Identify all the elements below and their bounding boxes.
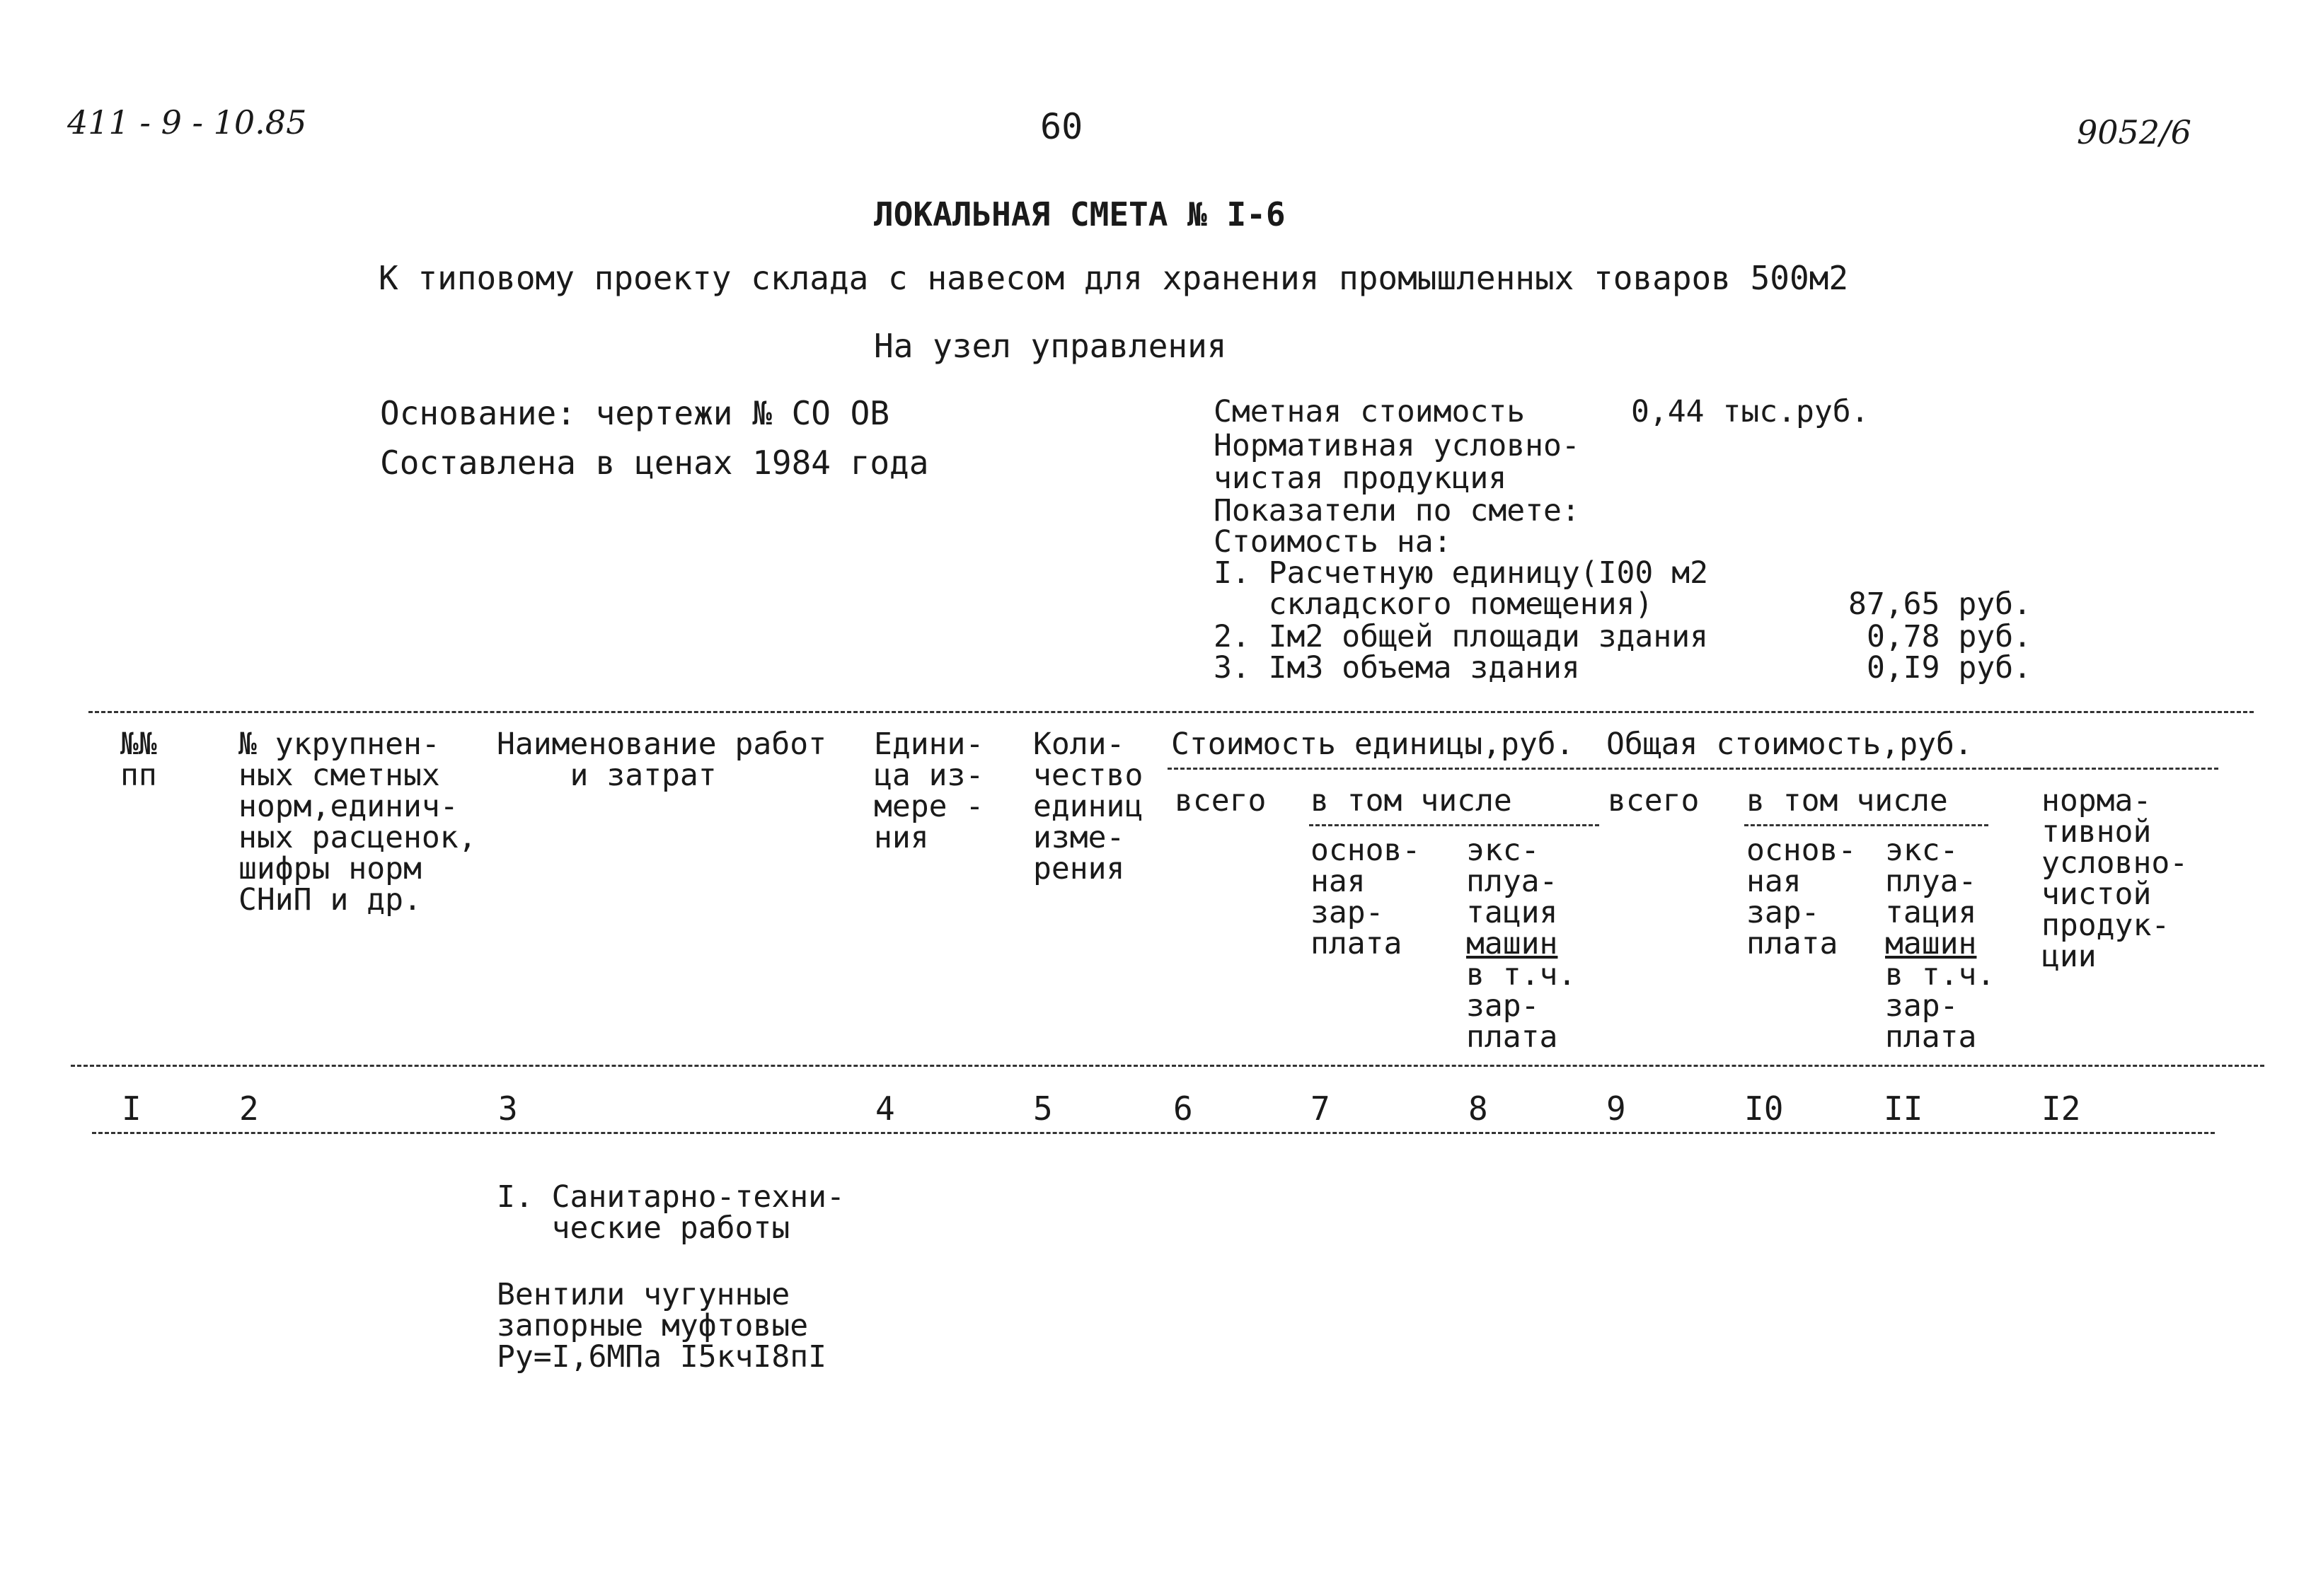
header-total-machines-salary: в т.ч. зар- плата <box>1885 957 1995 1055</box>
header-row-number: №№ пп <box>120 727 157 793</box>
indicator-2: 2. Iм2 общей площади здания <box>1214 619 1708 654</box>
indicator-1-line1: I. Расчетную единицу(I00 м2 <box>1214 555 1708 591</box>
column-number: 7 <box>1310 1089 1330 1128</box>
header-unit-machines-salary: в т.ч. зар- плата <box>1466 957 1577 1055</box>
document-title: ЛОКАЛЬНАЯ СМЕТА № I-6 <box>874 195 1286 233</box>
indicators-label: Показатели по смете: <box>1214 493 1580 528</box>
header-norm-codes: № укрупнен- ных сметных норм,единич- ных расценок, шифры норм СНиП и др. <box>238 727 477 918</box>
column-number: I0 <box>1744 1089 1784 1128</box>
column-number: 6 <box>1173 1089 1193 1128</box>
group-header-rule-2 <box>2027 768 2218 770</box>
indicator-2-value: 0,78 руб. <box>1867 619 2032 654</box>
unit-incl-rule <box>1309 824 1599 826</box>
column-number: 4 <box>875 1089 895 1128</box>
indicator-1-line2: складского помещения) <box>1214 586 1654 622</box>
column-number: 5 <box>1033 1089 1053 1128</box>
column-number: II <box>1884 1089 1923 1128</box>
cost-label: Сметная стоимость <box>1214 394 1526 429</box>
header-work-name: Наименование работ и затрат <box>497 727 826 793</box>
header-quantity: Коли- чество единиц изме- рения <box>1033 727 1143 886</box>
indicator-3: 3. Iм3 объема здания <box>1214 650 1580 686</box>
document-object: На узел управления <box>874 327 1227 365</box>
section-heading: I. Санитарно-техни- ческие работы <box>497 1179 845 1246</box>
table-top-rule <box>88 711 2254 713</box>
header-unit-machines: экс- плуа- тация <box>1466 833 1558 930</box>
normative-line1: Нормативная условно- <box>1214 428 1580 463</box>
cost-per-label: Стоимость на: <box>1214 524 1452 560</box>
header-total-machines: экс- плуа- тация <box>1885 833 1977 930</box>
column-number: 9 <box>1606 1089 1626 1128</box>
normative-line2: чистая продукция <box>1214 461 1507 496</box>
header-total-machines-word: машин <box>1885 926 1977 961</box>
group-header-rule <box>1168 768 2027 770</box>
document-subtitle: К типовому проекту склада с навесом для хранения промышленных товаров 500м2 <box>379 259 1849 297</box>
header-total-incl: в том числе <box>1746 783 1948 819</box>
header-total-total: всего <box>1608 783 1700 819</box>
column-number: 3 <box>498 1089 518 1128</box>
column-number: 8 <box>1468 1089 1488 1128</box>
column-number: 2 <box>239 1089 259 1128</box>
indicator-3-value: 0,I9 руб. <box>1867 650 2032 686</box>
item-description: Вентили чугунные запорные муфтовые Ру=I,6МПа I5кчI8пI <box>497 1277 826 1375</box>
header-unit-machines-word: машин <box>1466 926 1558 961</box>
header-unit-incl: в том числе <box>1310 783 1512 819</box>
col-numbers-rule <box>92 1132 2215 1134</box>
basis-line: Основание: чертежи № СО ОВ <box>380 394 890 432</box>
total-incl-rule <box>1744 824 1988 826</box>
column-number: I <box>122 1089 142 1128</box>
column-number: I2 <box>2041 1089 2081 1128</box>
header-normative-product: норма- тивной условно- чистой продук- ции <box>2041 783 2189 974</box>
header-bottom-rule <box>71 1065 2264 1067</box>
document-code-left: 411 - 9 - 10.85 <box>67 103 307 141</box>
page-number: 60 <box>1040 106 1083 147</box>
document-code-right: 9052/6 <box>2077 113 2191 151</box>
header-total-cost-group: Общая стоимость,руб. <box>1606 727 1973 762</box>
header-total-base-salary: основ- ная зар- плата <box>1746 833 1857 961</box>
header-unit-base-salary: основ- ная зар- плата <box>1310 833 1421 961</box>
header-unit: Едини- ца из- мере - ния <box>874 727 984 855</box>
prices-line: Составлена в ценах 1984 года <box>380 444 929 482</box>
header-unit-cost-group: Стоимость единицы,руб. <box>1171 727 1574 762</box>
header-unit-total: всего <box>1175 783 1267 819</box>
cost-value: 0,44 тыс.руб. <box>1631 394 1869 429</box>
indicator-1-value: 87,65 руб. <box>1848 586 2032 622</box>
